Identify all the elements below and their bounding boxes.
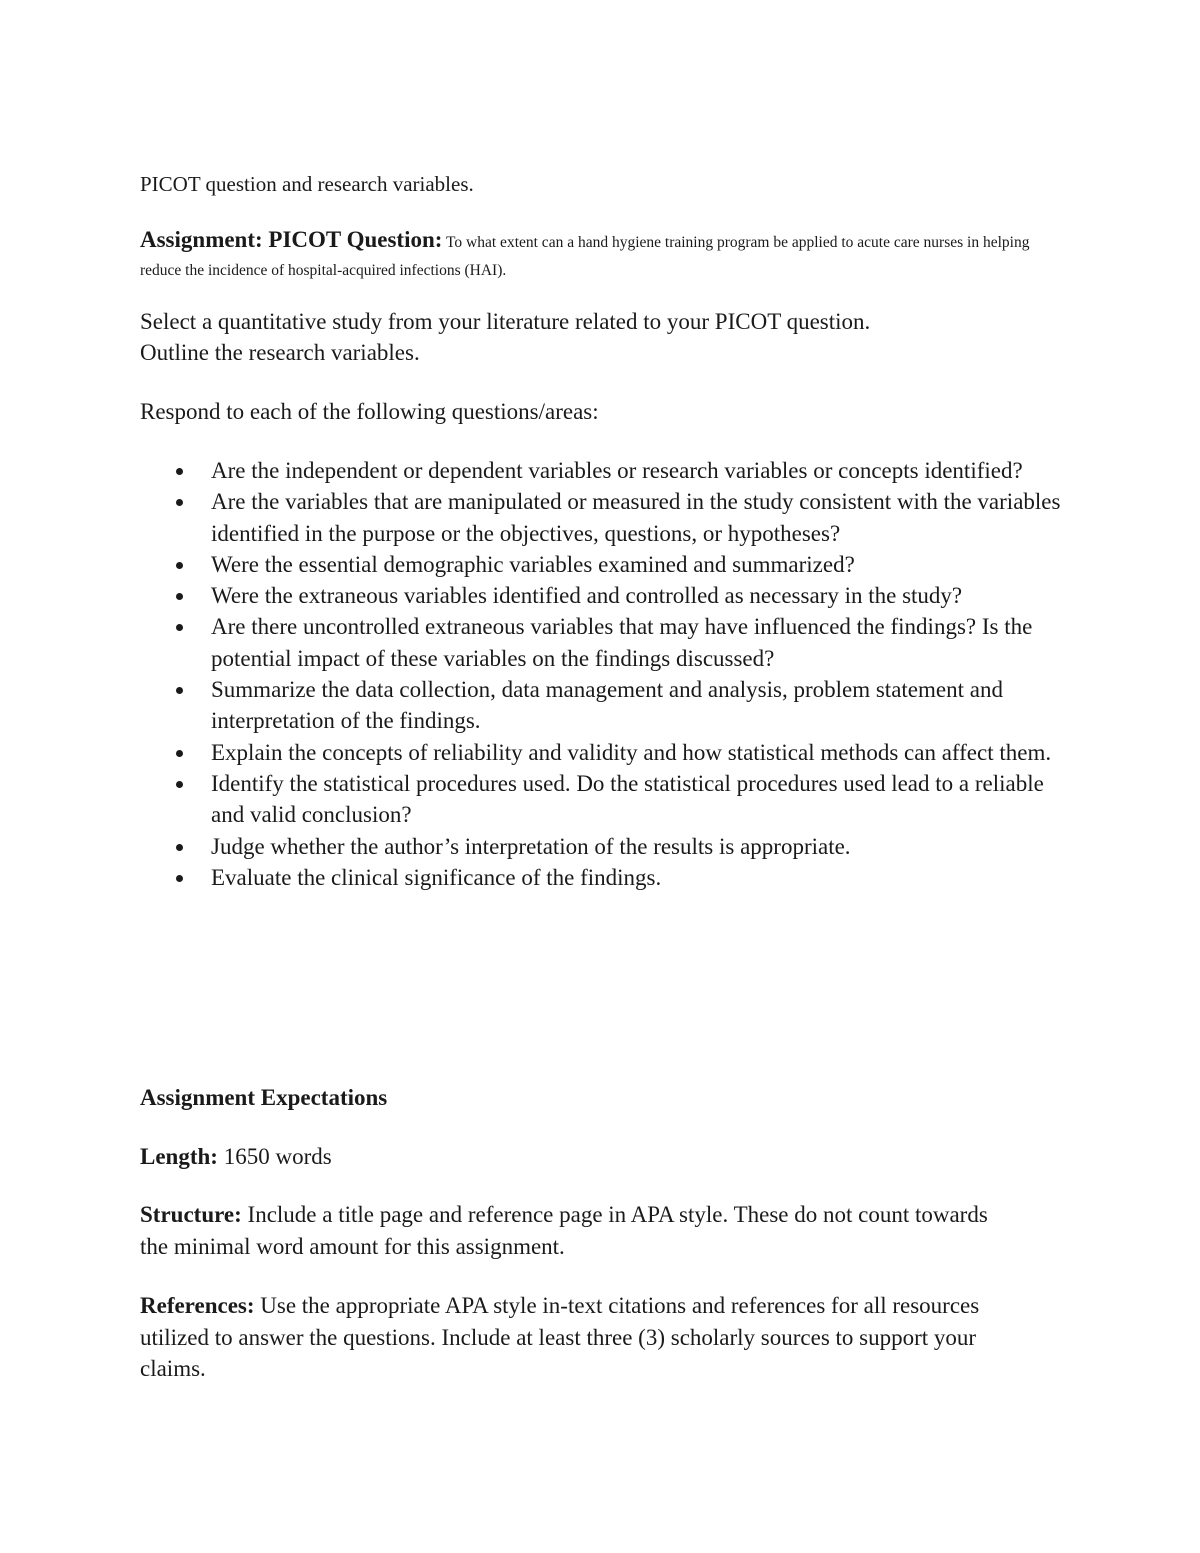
bullet-icon [176,624,183,631]
expectations-heading: Assignment Expectations [140,1085,388,1110]
list-item-text: Summarize the data collection, data management and analysis, problem statement and interpretation of the findings. [211,677,1003,734]
bullet-icon [176,687,183,694]
list-item-text: Were the extraneous variables identified and controlled as necessary in the study? [211,583,963,609]
respond-paragraph: Respond to each of the following questions/areas: [140,399,599,424]
list-item [140,549,1070,580]
list-item-text: Are the independent or dependent variables or research variables or concepts identified? [211,458,1023,483]
bullet-icon [176,593,183,600]
bullet-icon [176,781,183,788]
length-field [140,1141,1060,1173]
list-item-text: Were the essential demographic variables examined and summarized? [211,551,855,577]
assignment-picot-text: To what extent can a hand hygiene training program be applied to acute care nurses in helping reduce the incidence of hospital-acquired infections (HAI). [140,234,1030,279]
list-item [140,455,1070,486]
list-item-text: Explain the concepts of reliability and validity and how statistical methods can affect them. [211,739,1052,765]
list-item [140,674,1070,737]
structure-label: Structure: [140,1202,242,1227]
list-item [140,580,1070,611]
list-item [140,737,1070,768]
list-item-text: Identify the statistical procedures used. Do the statistical procedures used lead to a reliable and valid conclusion? [211,770,1044,828]
bullet-icon [176,844,183,851]
length-value: 1650 words [223,1144,332,1169]
bullet-icon [176,875,183,882]
references-label: References: [140,1293,255,1318]
structure-value: Include a title page and reference page in APA style. These do not count towards the minimal word amount for this assignment. [140,1202,988,1259]
list-item-text: Are the variables that are manipulated or measured in the study consistent with the variables identified in the purpose or the objectives, questions, or hypotheses? [211,489,1061,546]
document-title: PICOT question and research variables. [140,172,474,196]
references-field [140,1290,1040,1385]
list-item [140,611,1070,674]
bullet-icon [176,562,183,569]
list-item [140,768,1070,831]
references-value: Use the appropriate APA style in-text citations and references for all resources utilized to answer the questions. Include at least three (3) scholarly sources to support your claims. [140,1293,980,1381]
length-label: Length: [140,1144,218,1169]
bullet-icon [176,468,183,475]
structure-field [140,1199,1020,1262]
list-item-text: Judge whether the author’s interpretation of the results is appropriate. [211,833,851,859]
list-item [140,831,1070,862]
assignment-picot-label: Assignment: PICOT Question: [140,227,443,252]
list-item [140,486,1070,549]
bullet-icon [176,499,183,506]
list-item-text: Evaluate the clinical significance of the findings. [211,864,662,890]
select-study-paragraph: Select a quantitative study from your literature related to your PICOT question. Outline the research variables. [140,309,871,365]
questions-list [140,455,1070,893]
list-item-text: Are there uncontrolled extraneous variables that may have influenced the findings? Is the potential impact of these variables on the findings discussed? [211,614,1033,671]
assignment-picot-block [140,226,1060,285]
bullet-icon [176,750,183,757]
list-item [140,862,1070,893]
